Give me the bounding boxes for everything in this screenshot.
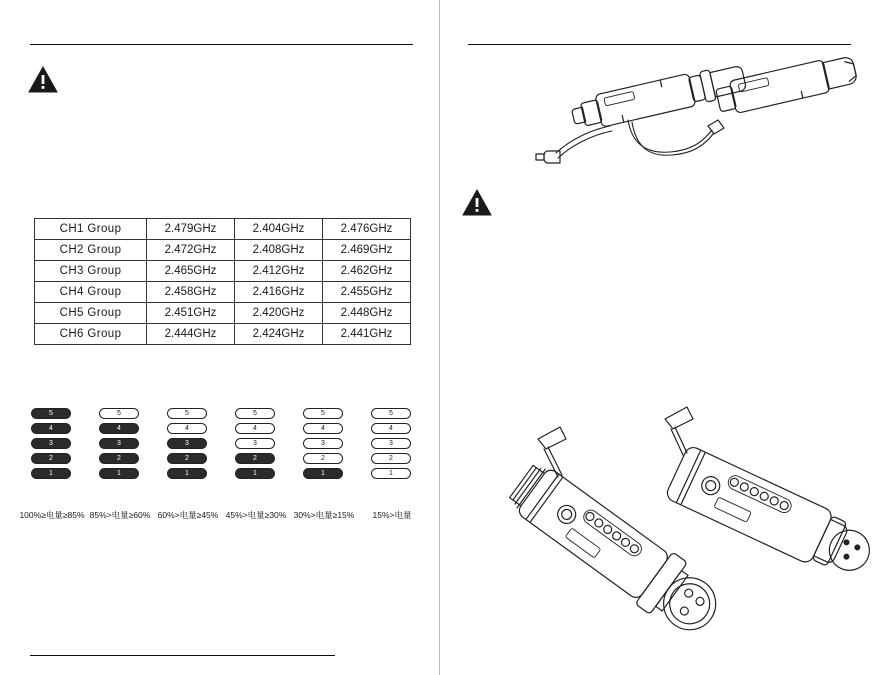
right-column — [440, 0, 879, 675]
battery-bar-number: 1 — [253, 470, 257, 477]
frequency-value: 2.412GHz — [235, 261, 323, 282]
battery-bar-number: 2 — [49, 455, 53, 462]
battery-bar-number: 5 — [117, 410, 121, 417]
table-row — [35, 282, 411, 303]
battery-level-caption: 15%>电量 — [372, 510, 412, 520]
battery-bar-stack — [371, 408, 411, 479]
top-divider-rule-right — [468, 44, 851, 45]
battery-bar-number: 5 — [253, 410, 257, 417]
battery-bar-segment — [31, 438, 71, 449]
frequency-value: 2.420GHz — [235, 303, 323, 324]
battery-level-group — [290, 408, 356, 520]
battery-bar-number: 3 — [49, 440, 53, 447]
battery-level-group — [222, 408, 288, 520]
battery-bar-segment — [371, 438, 411, 449]
frequency-value: 2.441GHz — [323, 324, 411, 345]
channel-group-label: CH2 Group — [35, 240, 147, 261]
top-divider-rule-left — [30, 44, 413, 45]
battery-bar-segment — [303, 423, 343, 434]
battery-bar-number: 3 — [321, 440, 325, 447]
battery-bar-number: 1 — [117, 470, 121, 477]
frequency-value: 2.479GHz — [147, 219, 235, 240]
battery-level-caption: 45%>电量≥30% — [225, 510, 287, 520]
frequency-table — [34, 218, 411, 345]
battery-bar-segment — [99, 423, 139, 434]
frequency-value: 2.458GHz — [147, 282, 235, 303]
frequency-value: 2.408GHz — [235, 240, 323, 261]
battery-level-caption: 30%>电量≥15% — [293, 510, 355, 520]
battery-bar-number: 4 — [253, 425, 257, 432]
battery-level-group — [358, 408, 424, 520]
xlr-transmitter-receiver-units-diagram — [460, 395, 875, 645]
battery-bar-segment — [235, 423, 275, 434]
battery-bar-number: 1 — [389, 470, 393, 477]
battery-bar-number: 2 — [185, 455, 189, 462]
battery-bar-number: 4 — [49, 425, 53, 432]
battery-bar-segment — [235, 408, 275, 419]
battery-bar-segment — [31, 423, 71, 434]
battery-bar-segment — [303, 408, 343, 419]
battery-bar-number: 5 — [321, 410, 325, 417]
battery-bar-number: 3 — [117, 440, 121, 447]
battery-bar-number: 5 — [389, 410, 393, 417]
battery-level-group — [18, 408, 85, 520]
battery-level-caption: 100%≥电量≥85% — [19, 510, 85, 520]
frequency-value: 2.465GHz — [147, 261, 235, 282]
battery-level-caption: 85%>电量≥60% — [89, 510, 151, 520]
battery-bar-number: 3 — [185, 440, 189, 447]
battery-bar-number: 1 — [321, 470, 325, 477]
frequency-value: 2.469GHz — [323, 240, 411, 261]
table-row — [35, 219, 411, 240]
battery-bar-segment — [167, 408, 207, 419]
warning-triangle-icon — [28, 66, 58, 93]
battery-bar-segment — [303, 453, 343, 464]
battery-level-group — [86, 408, 152, 520]
battery-bar-segment — [31, 453, 71, 464]
frequency-value: 2.424GHz — [235, 324, 323, 345]
frequency-value: 2.416GHz — [235, 282, 323, 303]
battery-bar-segment — [99, 408, 139, 419]
battery-bar-segment — [167, 453, 207, 464]
frequency-value: 2.462GHz — [323, 261, 411, 282]
battery-bar-number: 4 — [389, 425, 393, 432]
battery-bar-number: 4 — [117, 425, 121, 432]
battery-bar-number: 5 — [49, 410, 53, 417]
battery-bar-stack — [303, 408, 343, 479]
battery-bar-segment — [31, 468, 71, 479]
battery-bar-number: 1 — [185, 470, 189, 477]
battery-bar-segment — [371, 453, 411, 464]
battery-bar-number: 2 — [389, 455, 393, 462]
battery-bar-stack — [99, 408, 139, 479]
battery-bar-number: 3 — [389, 440, 393, 447]
frequency-value: 2.404GHz — [235, 219, 323, 240]
battery-bar-stack — [235, 408, 275, 479]
battery-bar-number: 1 — [49, 470, 53, 477]
battery-bar-stack — [31, 408, 71, 479]
frequency-value: 2.448GHz — [323, 303, 411, 324]
battery-bar-number: 5 — [185, 410, 189, 417]
battery-bar-number: 2 — [117, 455, 121, 462]
wireless-transmitter-receiver-pair-diagram — [460, 48, 875, 173]
warning-triangle-icon — [462, 189, 492, 216]
channel-group-label: CH1 Group — [35, 219, 147, 240]
battery-level-caption: 60%>电量≥45% — [157, 510, 219, 520]
battery-bar-segment — [371, 408, 411, 419]
battery-bar-number: 4 — [185, 425, 189, 432]
battery-bar-segment — [235, 453, 275, 464]
battery-bar-number: 2 — [253, 455, 257, 462]
table-row — [35, 303, 411, 324]
battery-bar-number: 3 — [253, 440, 257, 447]
channel-group-label: CH3 Group — [35, 261, 147, 282]
battery-bar-segment — [235, 468, 275, 479]
frequency-value: 2.476GHz — [323, 219, 411, 240]
frequency-value: 2.451GHz — [147, 303, 235, 324]
battery-bar-segment — [371, 468, 411, 479]
channel-group-label: CH4 Group — [35, 282, 147, 303]
table-row — [35, 240, 411, 261]
battery-bar-segment — [303, 438, 343, 449]
bottom-divider-rule-left — [30, 655, 335, 656]
battery-level-legend — [18, 408, 428, 526]
battery-bar-segment — [371, 423, 411, 434]
table-row — [35, 261, 411, 282]
battery-bar-stack — [167, 408, 207, 479]
battery-bar-segment — [167, 423, 207, 434]
table-row — [35, 324, 411, 345]
battery-bar-number: 4 — [321, 425, 325, 432]
channel-group-label: CH5 Group — [35, 303, 147, 324]
channel-group-label: CH6 Group — [35, 324, 147, 345]
frequency-value: 2.455GHz — [323, 282, 411, 303]
battery-bar-segment — [167, 468, 207, 479]
battery-bar-segment — [167, 438, 207, 449]
battery-bar-segment — [235, 438, 275, 449]
battery-bar-segment — [99, 468, 139, 479]
battery-level-group — [154, 408, 220, 520]
frequency-value: 2.444GHz — [147, 324, 235, 345]
frequency-value: 2.472GHz — [147, 240, 235, 261]
battery-bar-segment — [99, 438, 139, 449]
battery-bar-segment — [31, 408, 71, 419]
battery-bar-segment — [99, 453, 139, 464]
battery-bar-segment — [303, 468, 343, 479]
battery-bar-number: 2 — [321, 455, 325, 462]
